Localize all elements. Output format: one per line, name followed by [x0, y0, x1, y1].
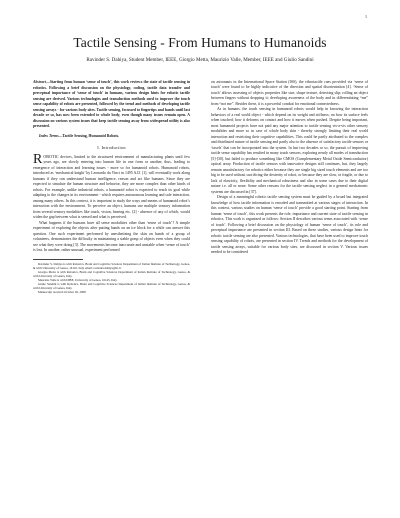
footnote-line: Manuscript received October 02, 2008: [38, 290, 86, 295]
right-paragraph-3: Design of a meaningful robotic tactile sensing system must be guided by a broad but integrated knowledge of how tactile information is encoded and transmitted at various stages of interaction. In this context, various studies on human ‘sense of touch’ provide a good starting point. Starting from human ‘sense of touch’, this work presents the role, importance and current state of tactile sensing in robotics. This work is organized as follows: Section II describes various terms associated with ‘sense of touch’. Following a brief discussion on the physiology of human ‘sense of touch’, its role and perceptual importance are presented in section III. Based on these studies, various design hints for robotic tactile sensing are also presented. Various technologies, that have been used to improve touch sensing capability of robots, are presented in section IV. Trends and methods for the development of tactile sensing arrays, suitable for various body sites, are discussed in section V. Various issues needed to be considered: [211, 195, 368, 255]
intro-paragraph-2: What happens if the humans have all sense modalities other than ‘sense of touch’? A simple experiment of exploring the objects after putting hands on an ice block for a while can answer this question. One such experiment performed by anesthetizing the skin on hands of a group of volunteers, demonstrates the difficulty in maintaining a stable grasp of objects even when they could see what they were doing [3]. The movements become inaccurate and unstable when ‘sense of touch’ is lost. In another, rather unusual, experiment performed: [33, 220, 190, 253]
intro-paragraph-1: [33, 154, 190, 221]
drop-cap: R: [33, 153, 43, 168]
footnote-line: Giorgio Metta is with Robotics, Brain and Cognitive Sciences Department of Italian Institute of Technology, Genoa, & with University of Genoa, Italy.: [33, 269, 190, 278]
right-paragraph-1: on astronauts in the International Space Station (ISS), the vibrotactile cues provided via ‘sense of touch’ were found to be highly indicative of the direction and spatial disorientation [4]. ‘Sense of touch’ allows assessing of objects properties like size, shape texture, detecting slip; rolling an object between fingers without dropping it; developing awareness of the body and in differentiating “me” from “not me”. Besides these, it is a powerful conduit for emotional connectedness.: [211, 80, 368, 106]
footnote-line: Maurizio Valle is with DIBE, University of Genoa, 16145, Italy.: [38, 277, 118, 282]
index-terms: [33, 134, 190, 139]
intro-small-caps: OBOTIC: [43, 153, 59, 159]
page-number: 1: [365, 14, 367, 19]
abstract-text: —Starting from human ‘sense of touch’, this work reviews the state of tactile sensing in robotics. Following a brief discussion on the physiology, coding, tactile data transfer and perceptual importance of ‘sense of touch’ in humans, various design hints for robotic tactile sensing are derived. Various technologies and transduction methods used to improve the touch sense capability of robots are presented, followed by the trend and methods of developing tactile sensing arrays - for various body sites. Tactile sensing, focussed to fingertips and hands until last decade or so, has now been extended to whole body, even though many issues remain open. A discussion on various system issues that keep tactile sensing away from widespread utility is also presented.: [33, 80, 190, 128]
index-terms-text: —Tactile Sensing, Humanoid Robots.: [58, 133, 120, 138]
left-column: [33, 80, 190, 294]
footnote-divider: [33, 259, 83, 260]
footnote-line: Ravinder S. Dahiya is with Robotics, Brain and Cognitive Sciences Department of Italian Institute of Technology, Genoa, & with University of Genoa, 16145, Italy email: ravinder.dahiya@iit.it.: [33, 261, 190, 270]
footnote-line: Giulio Sandini is with Robotics, Brain and Cognitive Sciences Department of Italian Institute of Technology, Genoa, & with University of Genoa, Italy.: [33, 281, 190, 290]
paper-title: Tactile Sensing - From Humans to Humanoids: [73, 35, 327, 50]
abstract: [33, 80, 190, 130]
right-column: [211, 80, 368, 256]
right-paragraph-2: As in humans, the touch sensing in humanoid robots would help in knowing the interaction behaviors of a real world object - which depend on its weight and stiffness; on how its surface feels when touched; how it deforms on contact and how it moves when pushed. Despite being important, most humanoid projects have not paid any major attention to tactile sensing vis-a-vis other sensory modalities and more so in case of whole body skin - thereby strongly limiting their real world interaction and restricting their cognitive capabilities. This could be partly attributed to the complex and distributed nature of tactile sensing and partly also to the absence of satisfactory tactile sensors or ‘taxels’ that can be incorporated into the system. In last two decades or so, the pursuit of improving tactile sense capability has resulted in many touch sensors, exploring nearly all modes of transduction [5]-[30], but failed to produce something like CMOS (Complementary Metal Oxide Semiconductor) optical array. Production of tactile sensors with innovative designs still continues, but, they largely remain unsatisfactory for robotics either because they are single big sized touch elements and are too big to be used without sacrificing the dexterity of robot, or because they are slow, or fragile, or due to lack of elasticity, flexibility and mechanical robustness and also in some cases due to their digital nature i.e. all or none. Some other reasons for the tactile sensing neglect in a general mechatronic systems are discussed in [37].: [211, 107, 368, 194]
author-list: Ravinder S. Dahiya, Student Member, IEEE, Giorgio Metta, Maurizio Valle, Member, IEEE and Giulio Sandini: [86, 57, 314, 63]
abstract-lead: Abstract: [33, 80, 47, 84]
index-terms-lead: Index Terms: [39, 133, 59, 138]
author-footnote: [33, 262, 190, 294]
section-heading-introduction: I. Introduction: [97, 144, 126, 150]
intro-paragraph-1-text: devices, limited to the structured environment of manufacturing plants until few years ago, are slowly entering into human life in one form or another, thus, leading to emergence of interaction and learning issues - more so for humanoid robots. Humanoid robots, introduced as ‘mechanical knight’ by Leonardo da Vinci in 1495 A.D. [1], will eventually work along humans if they can understand human intelligence, reason and act like humans. Since they are expected to simulate the human structure and behavior, they are more complex than other kinds of robots. For example, unlike industrial robots, a humanoid robot is expected to reach its goal while adapting to the changes in its environment - which requires autonomous learning and safe interaction, among many others. In this context, it is important to study the ways and means of humanoid robot’s interaction with the environment. To perceive an object, humans use multiple sensory information from several sensory modalities like touch, vision, hearing etc. [2] - absence of any of which, would widen the gap between what is sensed and what is perceived.: [33, 154, 190, 220]
